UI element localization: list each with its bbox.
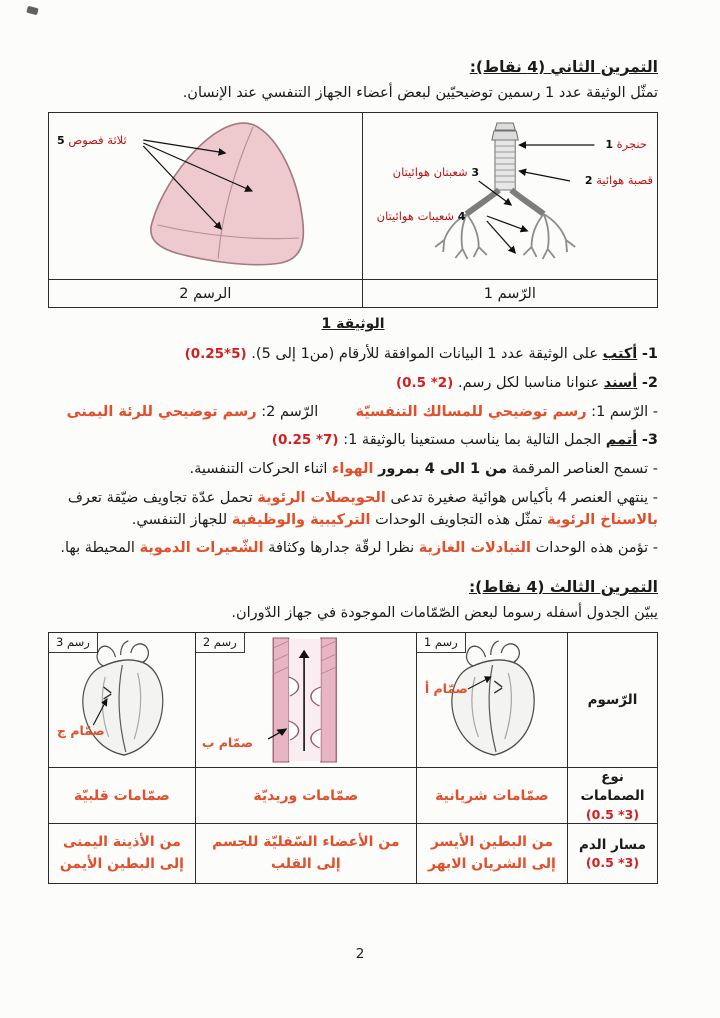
valve-type-answer-3: صمّامات قلبيّة bbox=[49, 768, 196, 824]
valve-a-label: صمّام أ bbox=[424, 681, 468, 696]
blood-path-header bbox=[568, 824, 658, 884]
question-3-score: (0.25 *7) bbox=[271, 432, 339, 449]
question-3-text: الجمل التالية بما يناسب مستعينا بالوثيقة 1: bbox=[343, 432, 602, 449]
blood-path-answer-1 bbox=[416, 824, 567, 884]
sentence-2-answer-2: بالاسناخ الرئوية bbox=[546, 511, 658, 528]
exercise2-title: التمرين الثاني (4 نقاط): bbox=[469, 58, 658, 76]
label-bronchioles-number: 4 bbox=[457, 210, 466, 223]
valve-type-score: (0.5 *3) bbox=[585, 806, 640, 822]
completion-sentence-1 bbox=[48, 459, 658, 481]
label-bronchi-text: شعبتان هوائيتان bbox=[392, 165, 468, 179]
question-2-answers bbox=[48, 402, 658, 424]
blood-path-answer-3 bbox=[49, 824, 196, 884]
figure1-caption: الرّسم 1 bbox=[362, 280, 657, 308]
sentence-3-text: - تؤمن هذه الوحدات bbox=[535, 540, 658, 557]
blood-path-score: (0.5 *3) bbox=[585, 855, 640, 871]
figure2-caption: الرسم 2 bbox=[49, 280, 363, 308]
sentence-3-mid: نظرا لرقّة جدارها وكثافة bbox=[268, 540, 415, 557]
sentence-1-bold: من 1 الى 4 بمرور bbox=[378, 461, 508, 477]
question-2-number: 2- bbox=[641, 374, 658, 391]
question-1-number: 1- bbox=[641, 346, 658, 362]
figure2-title-answer: رسم توضيحي للرئة اليمنى bbox=[66, 403, 257, 420]
label-trachea-text: قصبة هوائية bbox=[596, 173, 653, 187]
question-1 bbox=[48, 344, 658, 366]
label-trachea bbox=[585, 173, 653, 187]
blood-path-answer-3-line1: من الأذينة اليمنى bbox=[62, 834, 181, 851]
exercise2-intro: تمثّل الوثيقة عدد 1 رسمين توضيحيّين لبعض أعضاء الجهاز التنفسي عند الإنسان. bbox=[182, 85, 658, 101]
figure1-cell bbox=[362, 113, 657, 280]
valve-figure-3-cell bbox=[49, 633, 196, 768]
valve-b-label: صمّام ب bbox=[201, 735, 254, 750]
blood-path-label: مسار الدم bbox=[578, 836, 647, 853]
label-larynx-text: حنجرة bbox=[616, 137, 647, 151]
label-larynx-number: 1 bbox=[605, 138, 613, 151]
valve-figure-2-cell bbox=[195, 633, 416, 768]
exercise3-title: التمرين الثالث (4 نقاط): bbox=[468, 578, 658, 596]
sentence-1-end: اثناء الحركات التنفسية. bbox=[189, 461, 328, 477]
blood-path-answer-2-line1: من الأعضاء السّفليّة للجسم bbox=[212, 834, 400, 851]
figure1-title-label: - الرّسم 1: bbox=[591, 403, 658, 420]
blood-path-answer-3-line2: إلى البطين الأيمن bbox=[59, 855, 184, 872]
blood-path-answer-2 bbox=[195, 824, 416, 884]
label-bronchi bbox=[393, 165, 479, 179]
label-three-lobes bbox=[57, 133, 127, 147]
completion-sentence-3 bbox=[48, 538, 658, 560]
sentence-3-answer-1: التبادلات الغازية bbox=[418, 540, 531, 557]
exercise3-intro: يبيّن الجدول أسفله رسوما لبعض الصّمّامات الموجودة في جهاز الدّوران. bbox=[231, 605, 658, 621]
valve-figure-1-cell bbox=[416, 633, 567, 768]
document1-label: الوثيقة 1 bbox=[321, 316, 385, 332]
label-larynx bbox=[605, 137, 647, 151]
sentence-1-text: - تسمح العناصر المرقمة bbox=[511, 461, 658, 477]
label-bronchioles-text: شعيبات هوائيتان bbox=[376, 209, 455, 223]
blood-path-answer-1-line1: من البطين الأيسر bbox=[430, 834, 554, 851]
sentence-1-answer: الهواء bbox=[332, 461, 374, 477]
question-2-verb: أسند bbox=[603, 374, 638, 391]
sentence-2-answer-1: الحويصلات الرئوية bbox=[257, 489, 386, 506]
label-bronchi-number: 3 bbox=[471, 166, 479, 179]
figure2-title-label: الرّسم 2: bbox=[261, 403, 319, 420]
sentence-3-end: المحيطة بها. bbox=[60, 540, 135, 557]
sentence-2-answer-3: التركيبية والوظيفية bbox=[231, 511, 371, 528]
valve-type-answer-2: صمّامات وريديّة bbox=[195, 768, 416, 824]
heart-drawing-2 bbox=[49, 633, 195, 767]
label-three-lobes-text: ثلاثة فصوص bbox=[68, 133, 127, 147]
label-three-lobes-number: 5 bbox=[57, 134, 65, 147]
sentence-2-mid-2: تمثّل هذه التجاويف الوحدات bbox=[375, 511, 543, 528]
heart-drawing-1 bbox=[417, 633, 567, 767]
question-3 bbox=[48, 430, 658, 452]
sentence-2-mid-1: تحمل عدّة تجاويف ضيّقة تعرف bbox=[67, 489, 253, 506]
figure-caption-1: رسم 1 bbox=[417, 633, 466, 653]
blood-path-answer-1-line2: إلى الشريان الابهر bbox=[427, 855, 556, 872]
question-3-verb: أتمم bbox=[605, 432, 638, 449]
question-2-text: عنوانا مناسبا لكل رسم. bbox=[457, 374, 600, 391]
valve-type-answer-1: صمّامات شريانية bbox=[416, 768, 567, 824]
label-trachea-number: 2 bbox=[584, 174, 593, 187]
document1-figure-table bbox=[48, 112, 658, 308]
figure2-cell bbox=[49, 113, 363, 280]
question-3-number: 3- bbox=[641, 432, 658, 449]
label-bronchioles bbox=[377, 209, 466, 223]
drawings-header: الرّسوم bbox=[568, 633, 658, 768]
figure-caption-2: رسم 2 bbox=[196, 633, 245, 653]
valves-table bbox=[48, 632, 658, 884]
figure-caption-3: رسم 3 bbox=[49, 633, 98, 653]
valve-c-label: صمّام ج bbox=[57, 723, 105, 738]
question-1-verb: أكتب bbox=[602, 346, 638, 362]
question-1-text: على الوثيقة عدد 1 البيانات الموافقة للأرقام (من1 إلى 5). bbox=[251, 346, 598, 362]
question-2-score: (0.5 *2) bbox=[395, 374, 454, 391]
valve-type-label: نوع الصمامات bbox=[580, 769, 645, 804]
valve-type-header bbox=[568, 768, 658, 824]
question-1-score: (0.25*5) bbox=[184, 346, 247, 362]
page-number: 2 bbox=[355, 946, 365, 962]
completion-sentence-2 bbox=[48, 488, 658, 532]
sentence-2-text: - ينتهي العنصر 4 بأكياس هوائية صغيرة تدعى bbox=[390, 489, 658, 506]
blood-path-answer-2-line2: إلى القلب bbox=[270, 855, 341, 872]
figure1-title-answer: رسم توضيحي للمسالك التنفسيّة bbox=[355, 403, 587, 420]
sentence-2-end: للجهاز التنفسي. bbox=[131, 511, 228, 528]
question-2 bbox=[48, 373, 658, 395]
sentence-3-answer-2: الشّعيرات الدموية bbox=[139, 540, 264, 557]
